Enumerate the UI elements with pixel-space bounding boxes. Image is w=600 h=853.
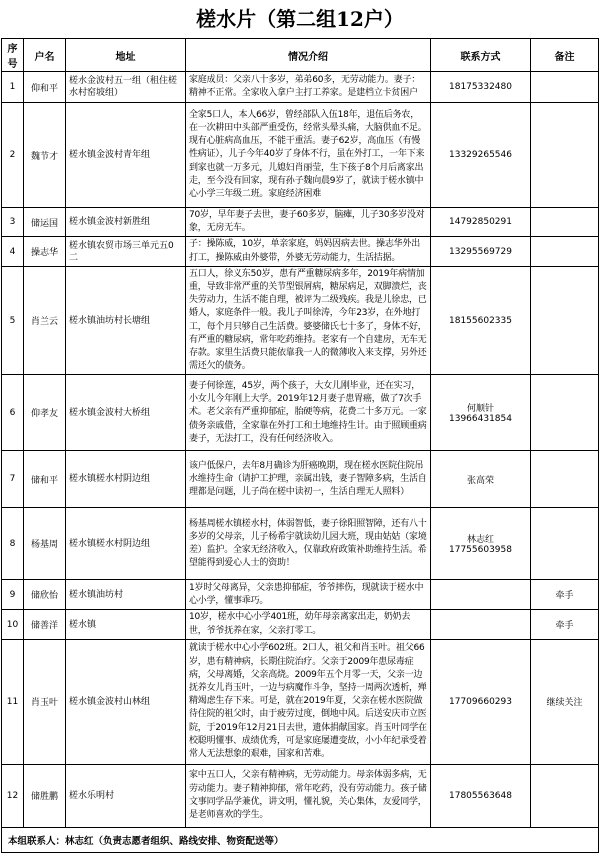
table-row xyxy=(2,375,599,451)
row-number: 1 xyxy=(2,72,24,103)
household-name: 杨基周 xyxy=(24,508,66,580)
address-cell: 槎水镇金波村大桥组 xyxy=(66,375,186,451)
address-cell: 槎水镇油坊村 xyxy=(66,580,186,610)
column-header: 备注 xyxy=(531,39,599,72)
contact-cell xyxy=(431,375,531,451)
column-header: 情况介绍 xyxy=(186,39,431,72)
note-cell xyxy=(531,72,599,103)
contact-value: 18175332480 xyxy=(449,82,512,92)
contact-cell xyxy=(431,103,531,208)
household-name: 储善洋 xyxy=(24,610,66,639)
household-name: 肖玉叶 xyxy=(24,639,66,764)
contact-cell xyxy=(431,639,531,764)
contact-cell xyxy=(431,266,531,375)
household-name: 储运国 xyxy=(24,208,66,237)
table-row xyxy=(2,237,599,266)
table-row xyxy=(2,639,599,764)
row-number: 2 xyxy=(2,103,24,208)
note-cell xyxy=(531,237,599,266)
table-row xyxy=(2,764,599,827)
table-row xyxy=(2,72,599,103)
household-name: 储欣怡 xyxy=(24,580,66,610)
note-cell xyxy=(531,508,599,580)
table-row xyxy=(2,266,599,375)
description-cell: 妻子何徐莲，45岁，两个孩子，大女儿刚毕业，还在实习，小女儿今年刚上大学。2019年12月妻子患胃癌，做了7次手术。老父亲有严重抑郁症，胎硬等病，花费二十多万元。一家债务亲戚借，全家靠在外打工和土地维持生计。由于照顾重病妻子，无法打工，没有任何经济收入。 xyxy=(186,375,431,451)
group-contact-footer: 本组联系人：林志红（负责志愿者组织、路线安排、物资配送等） xyxy=(2,827,599,852)
household-name: 魏节才 xyxy=(24,103,66,208)
row-number: 4 xyxy=(2,237,24,266)
description-cell: 就读于槎水中心小学602班。2口人，祖父和肖玉叶。祖父66岁，患有精神病，长期住院治疗。父亲于2009年患尿毒症病，父母离婚，父亲高烧。2009年五个月零一天，父亲一边抚养女儿肖玉叶，一边与病魔作斗争，坚持一周两次透析，殚精竭虑生存下来。可是，就在2019年夏，父亲在槎水医院做待住院的祖父时，由于疲劳过度，倒地中风。后送安庆市立医院，于2019年12月21日去世，遗体捐献国家。肖玉叶同学在校聪明懂事、成绩优秀，可是家庭屡遭变故，小小年纪承受着常人无法想象的艰难，国家和苦难。 xyxy=(186,639,431,764)
address-cell: 槎水镇金波村新胜组 xyxy=(66,208,186,237)
contact-value: 张高荣 xyxy=(466,475,494,486)
note-cell xyxy=(531,266,599,375)
contact-value: 林志红 xyxy=(466,535,494,546)
contact-cell xyxy=(431,208,531,237)
contact-value: 13966431854 xyxy=(449,414,512,425)
contact-cell xyxy=(431,580,531,610)
note-cell xyxy=(531,451,599,508)
household-name: 储胜鹏 xyxy=(24,764,66,827)
contact-value: 18155602335 xyxy=(449,315,512,326)
table-row xyxy=(2,610,599,639)
contact-value: 14792850291 xyxy=(449,217,512,228)
contact-cell xyxy=(431,764,531,827)
note-cell xyxy=(531,103,599,208)
contact-value: 17709660293 xyxy=(449,696,512,707)
column-header: 户名 xyxy=(24,39,66,72)
address-cell: 槎水镇油坊村长塘组 xyxy=(66,266,186,375)
description-cell: 子：操陈威，10岁，单亲家庭，妈妈因病去世。操志华外出打工，操陈威由外婆带，外婆无劳动能力，生活拮据。 xyxy=(186,237,431,266)
address-cell: 槎水镇农贸市场三单元五0二 xyxy=(66,237,186,266)
description-cell: 1岁时父母离异，父亲患抑郁症，爷爷摔伤，现就读于槎水中心小学，懂事乖巧。 xyxy=(186,580,431,610)
table-row xyxy=(2,451,599,508)
row-number: 9 xyxy=(2,580,24,610)
description-cell: 该户低保户，去年8月确诊为肝癌晚期，现在槎水医院住院吊水维持生命（请护工护理，亲属出钱，妻子智障多病，生活自理都是问题，儿子尚在槎中读初一，生活自理无人照料） xyxy=(186,451,431,508)
description-cell: 家中五口人，父亲有精神病，无劳动能力。母亲体弱多病，无劳动能力。妻子精神抑郁，常年吃药，没有劳动能力。孩子储文事同学品学兼优，讲文明，懂礼貌，关心集体，友爱同学，是老师喜欢的学生。 xyxy=(186,764,431,827)
address-cell: 槎水乐明村 xyxy=(66,764,186,827)
table-header-row xyxy=(2,39,599,72)
contact-cell xyxy=(431,237,531,266)
contact-value: 17805563648 xyxy=(449,790,512,801)
table-row xyxy=(2,103,599,208)
note-cell xyxy=(531,375,599,451)
address-cell: 槎水镇金波村青年组 xyxy=(66,103,186,208)
footer-row xyxy=(2,827,599,852)
row-number: 12 xyxy=(2,764,24,827)
address-cell: 槎水镇 xyxy=(66,610,186,639)
contact-value: 17755603958 xyxy=(449,545,512,556)
row-number: 11 xyxy=(2,639,24,764)
description-cell: 全家5口人，本人66岁，曾经部队入伍18年，退伍后务农，在一次耕田中头部严重受伤，经常头晕头痛，大脑供血不足。现有心脏病高血压，不能干重活。妻子62岁，高血压（有慢性病证），儿子今年40岁了身体不行，虽在外打工，一年下来到家也就一万多元，儿媳妇肖丽莹，生下孩子8个月后离家出走，至今没有回家，现有孙子魏向晨9岁了，就读于槎水镇中心小学三年级二班。家庭经济困难 xyxy=(186,103,431,208)
column-header: 序号 xyxy=(2,39,24,72)
household-name: 操志华 xyxy=(24,237,66,266)
page-title: 槎水片（第二组12户） xyxy=(196,7,404,31)
contact-cell xyxy=(431,451,531,508)
description-cell: 10岁，槎水中心小学401班，幼年母亲离家出走，奶奶去世，爷爷抚养在家，父亲打零工。 xyxy=(186,610,431,639)
table-row xyxy=(2,508,599,580)
row-number: 5 xyxy=(2,266,24,375)
description-cell: 70岁，早年妻子去世，妻子60多岁，脑瘫，儿子30多岁没对象，无房无车。 xyxy=(186,208,431,237)
table-row xyxy=(2,208,599,237)
contact-value: 何顺针 xyxy=(466,404,494,415)
household-name: 仰和平 xyxy=(24,72,66,103)
note-cell xyxy=(531,208,599,237)
row-number: 10 xyxy=(2,610,24,639)
contact-value: 13295569729 xyxy=(449,246,512,257)
row-number: 6 xyxy=(2,375,24,451)
household-name: 仰孝友 xyxy=(24,375,66,451)
address-cell: 槎水镇槎水村阴边组 xyxy=(66,508,186,580)
note-cell: 继续关注 xyxy=(531,639,599,764)
contact-cell xyxy=(431,610,531,639)
contact-value: 13329265546 xyxy=(449,150,512,160)
note-cell: 牵手 xyxy=(531,580,599,610)
address-cell: 槎水镇金波村山林组 xyxy=(66,639,186,764)
row-number: 3 xyxy=(2,208,24,237)
address-cell: 槎水镇槎水村阴边组 xyxy=(66,451,186,508)
contact-cell xyxy=(431,508,531,580)
household-table xyxy=(1,38,599,853)
household-name: 储和平 xyxy=(24,451,66,508)
address-cell: 槎水金波村五一组（租住槎水村窑坡组） xyxy=(66,72,186,103)
description-cell: 杨基周槎水镇槎水村，体弱智低，妻子徐阳照智障，还有八十多岁的父母亲，儿子杨希宇就读幼儿园大班，现由姑姑（家境差）监护。全家无经济收入，仅靠政府政策补助维持生活。希望能得到爱心人士的资助！ xyxy=(186,508,431,580)
table-row xyxy=(2,580,599,610)
row-number: 8 xyxy=(2,508,24,580)
note-cell: 牵手 xyxy=(531,610,599,639)
description-cell: 五口人，徐义东50岁，患有严重糖尿病多年，2019年病情加重，导致非常严重的关节型银屑病，糖尿病足，双脚溃烂，丧失劳动力，生活不能自理，被评为二级残疾。我是儿徐忠，已婚人，家庭条件一般。我儿子叫徐涛，今年23岁，在外地打工，每个月只够自己生活费。婆婆储氏七十多了，身体不好，有严重的糖尿病，常年吃药维持。老家有一个自建房，无车无存款。家里生活费只能依靠我一人的微薄收入来支撑，另外还需还欠的债务。 xyxy=(186,266,431,375)
column-header: 地址 xyxy=(66,39,186,72)
note-cell xyxy=(531,764,599,827)
household-name: 肖兰云 xyxy=(24,266,66,375)
column-header: 联系方式 xyxy=(431,39,531,72)
contact-cell xyxy=(431,72,531,103)
description-cell: 家庭成员：父亲八十多岁，弟弟60多，无劳动能力。妻子：精神不正常。全家收入拿户主打工养家。是建档立卡贫困户 xyxy=(186,72,431,103)
row-number: 7 xyxy=(2,451,24,508)
table-body xyxy=(2,39,599,853)
